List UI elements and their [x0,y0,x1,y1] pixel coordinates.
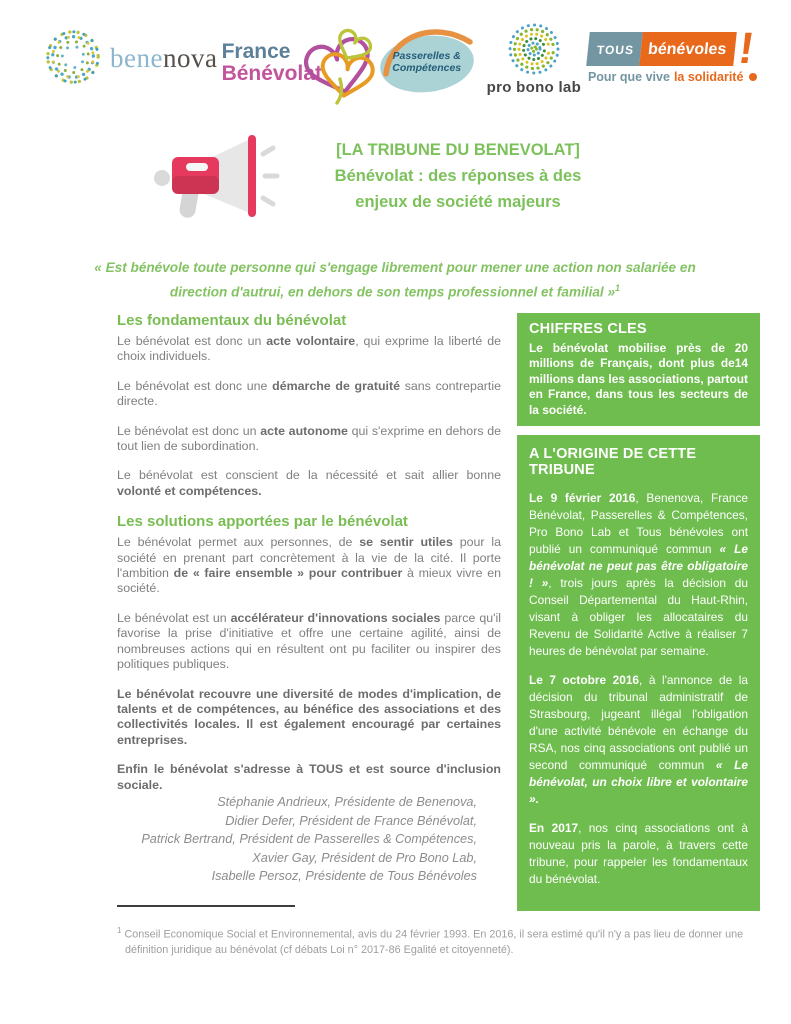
key-figures-box [517,313,760,426]
signature-line: Didier Defer, Président de France Bénévolat, [225,813,477,828]
title-line-1: [LA TRIBUNE DU BENEVOLAT] [336,141,580,159]
benevoles-box: bénévoles [639,32,737,66]
title-line-2: Bénévolat : des réponses à des [334,167,582,185]
footnote-divider [117,905,295,907]
paragraph: Le bénévolat est un accélérateur d'innovations sociales parce qu'il favorise la prise d'initiative et offre une certaine agilité, ainsi de nombreuses actions qui en résultent ont pu faciliter ou inspirer des politiques publiques. [117,610,501,672]
pro-bono-lab-burst-icon [506,21,562,77]
quote-footnote-marker: 1 [615,283,621,293]
section-fondamentaux [117,312,501,499]
definition-quote: « Est bénévole toute personne qui s'engage librement pour mener une action non salariée en direction d'autrui, en dehors de son temps professionnel et familial »$^1$ [94,260,696,300]
partner-logos-row [42,14,760,102]
signature-line: Isabelle Persoz, Présidente de Tous Bénévoles [211,869,477,884]
box-title: CHIFFRES CLES [529,321,647,337]
box-title: A L'ORIGINE DE CETTE TRIBUNE [529,446,697,479]
france-benevolat-wordmark: France Bénévolat [221,40,322,85]
tous-benevoles-logo [587,24,760,84]
tous-box: TOUS [586,32,643,66]
title-banner [150,126,630,226]
paragraph: Le bénévolat est donc une démarche de gratuité sans contrepartie directe. [117,378,501,409]
france-benevolat-logo [222,15,372,101]
paragraph: Le bénévolat est conscient de la nécessité et sait allier bonne volonté et compétences. [117,468,501,498]
box-paragraph: Le 7 octobre 2016, à l'annonce de la décision du tribunal administratif de Strasbourg, jugeant illégal l'obligation d'une activité bénévole en échange du RSA, nos cinq associations ont publié un second communiqué commun « Le bénévolat, un choix libre et volontaire ». [529,673,748,807]
hearts-icon [300,15,380,107]
section-heading: Les fondamentaux du bénévolat [117,312,347,329]
passerelles-competences-logo [376,18,480,98]
exclamation-icon: ! [735,24,758,73]
signature-line: Xavier Gay, Président de Pro Bono Lab, [252,850,477,865]
section-heading: Les solutions apportées par le bénévolat [117,513,408,531]
passerelles-wordmark: Passerelles & Compétences [392,50,462,74]
paragraph: Le bénévolat est donc un acte volontaire, qui exprime la liberté de choix individuels. [117,334,501,364]
box-paragraph: Le bénévolat mobilise près de 20 millions de Français, dont plus de14 millions dans les associations, partout en France, dans tous les secteurs de la société. [529,341,748,417]
megaphone-icon [150,126,285,226]
tous-benevoles-tagline: Pour que vive la solidarité [588,70,757,84]
box-paragraph: Le 9 février 2016, Benenova, France Bénévolat, Passerelles & Compétences, Pro Bono Lab et Tous bénévoles ont publié un communiqué commun « Le bénévolat ne peut pas être obligatoire ! », trois jours après la décision du Conseil Départemental du Haut-Rhin, visant à obliger les allocataires du Revenu de Solidarité Active à réaliser 7 heures de bénévolat par semaine. [529,491,748,659]
pro-bono-lab-logo [484,21,584,96]
page-title [293,137,623,215]
origin-box [517,435,760,911]
main-column [117,312,501,807]
signature-line: Stéphanie Andrieux, Présidente de Benenova, [217,795,477,809]
benenova-dots-icon [42,27,104,89]
tagline-dot-icon [749,73,757,81]
sidebar [517,313,760,911]
section-solutions [117,513,501,793]
title-line-3: enjeux de société majeurs [355,193,561,211]
signature-line: Patrick Bertrand, Président de Passerelles & Compétences, [141,832,477,847]
paragraph: Enfin le bénévolat s'adresse à TOUS et est source d'inclusion sociale. [117,762,501,792]
footnote [117,923,773,958]
paragraph: Le bénévolat permet aux personnes, de se sentir utiles pour la société en prenant part concrètement à la vie de la cité. Il porte l'ambition de « faire ensemble » pour contribuer à mieux vivre en société. [117,535,502,596]
box-paragraph: En 2017, nos cinq associations ont à nouveau pris la parole, à travers cette tribune, pour rappeler les fondamentaux du bénévolat. [529,821,748,887]
footnote-marker: 1 [117,925,122,935]
pro-bono-lab-wordmark: pro bono lab [486,78,582,96]
paragraph: Le bénévolat est donc un acte autonome qui s'exprime en dehors de tout lien de subordination. [117,423,501,454]
benenova-wordmark: benenova [110,42,218,73]
paragraph: Le bénévolat recouvre une diversité de modes d'implication, de talents et de compétences, au bénéfice des associations et des collectivités locales. Il est également encouragé par certaines entreprises. [117,686,501,747]
footnote-text: Conseil Economique Social et Environnemental, avis du 24 février 1993. En 2016, il sera estimé qu'il n'y a pas lieu de donner une définition juridique au bénévolat (cf débats Loi n° 2017-86 Egalité et citoyenneté). [124,928,744,956]
signatures-block [117,793,477,886]
benenova-logo [42,27,217,89]
